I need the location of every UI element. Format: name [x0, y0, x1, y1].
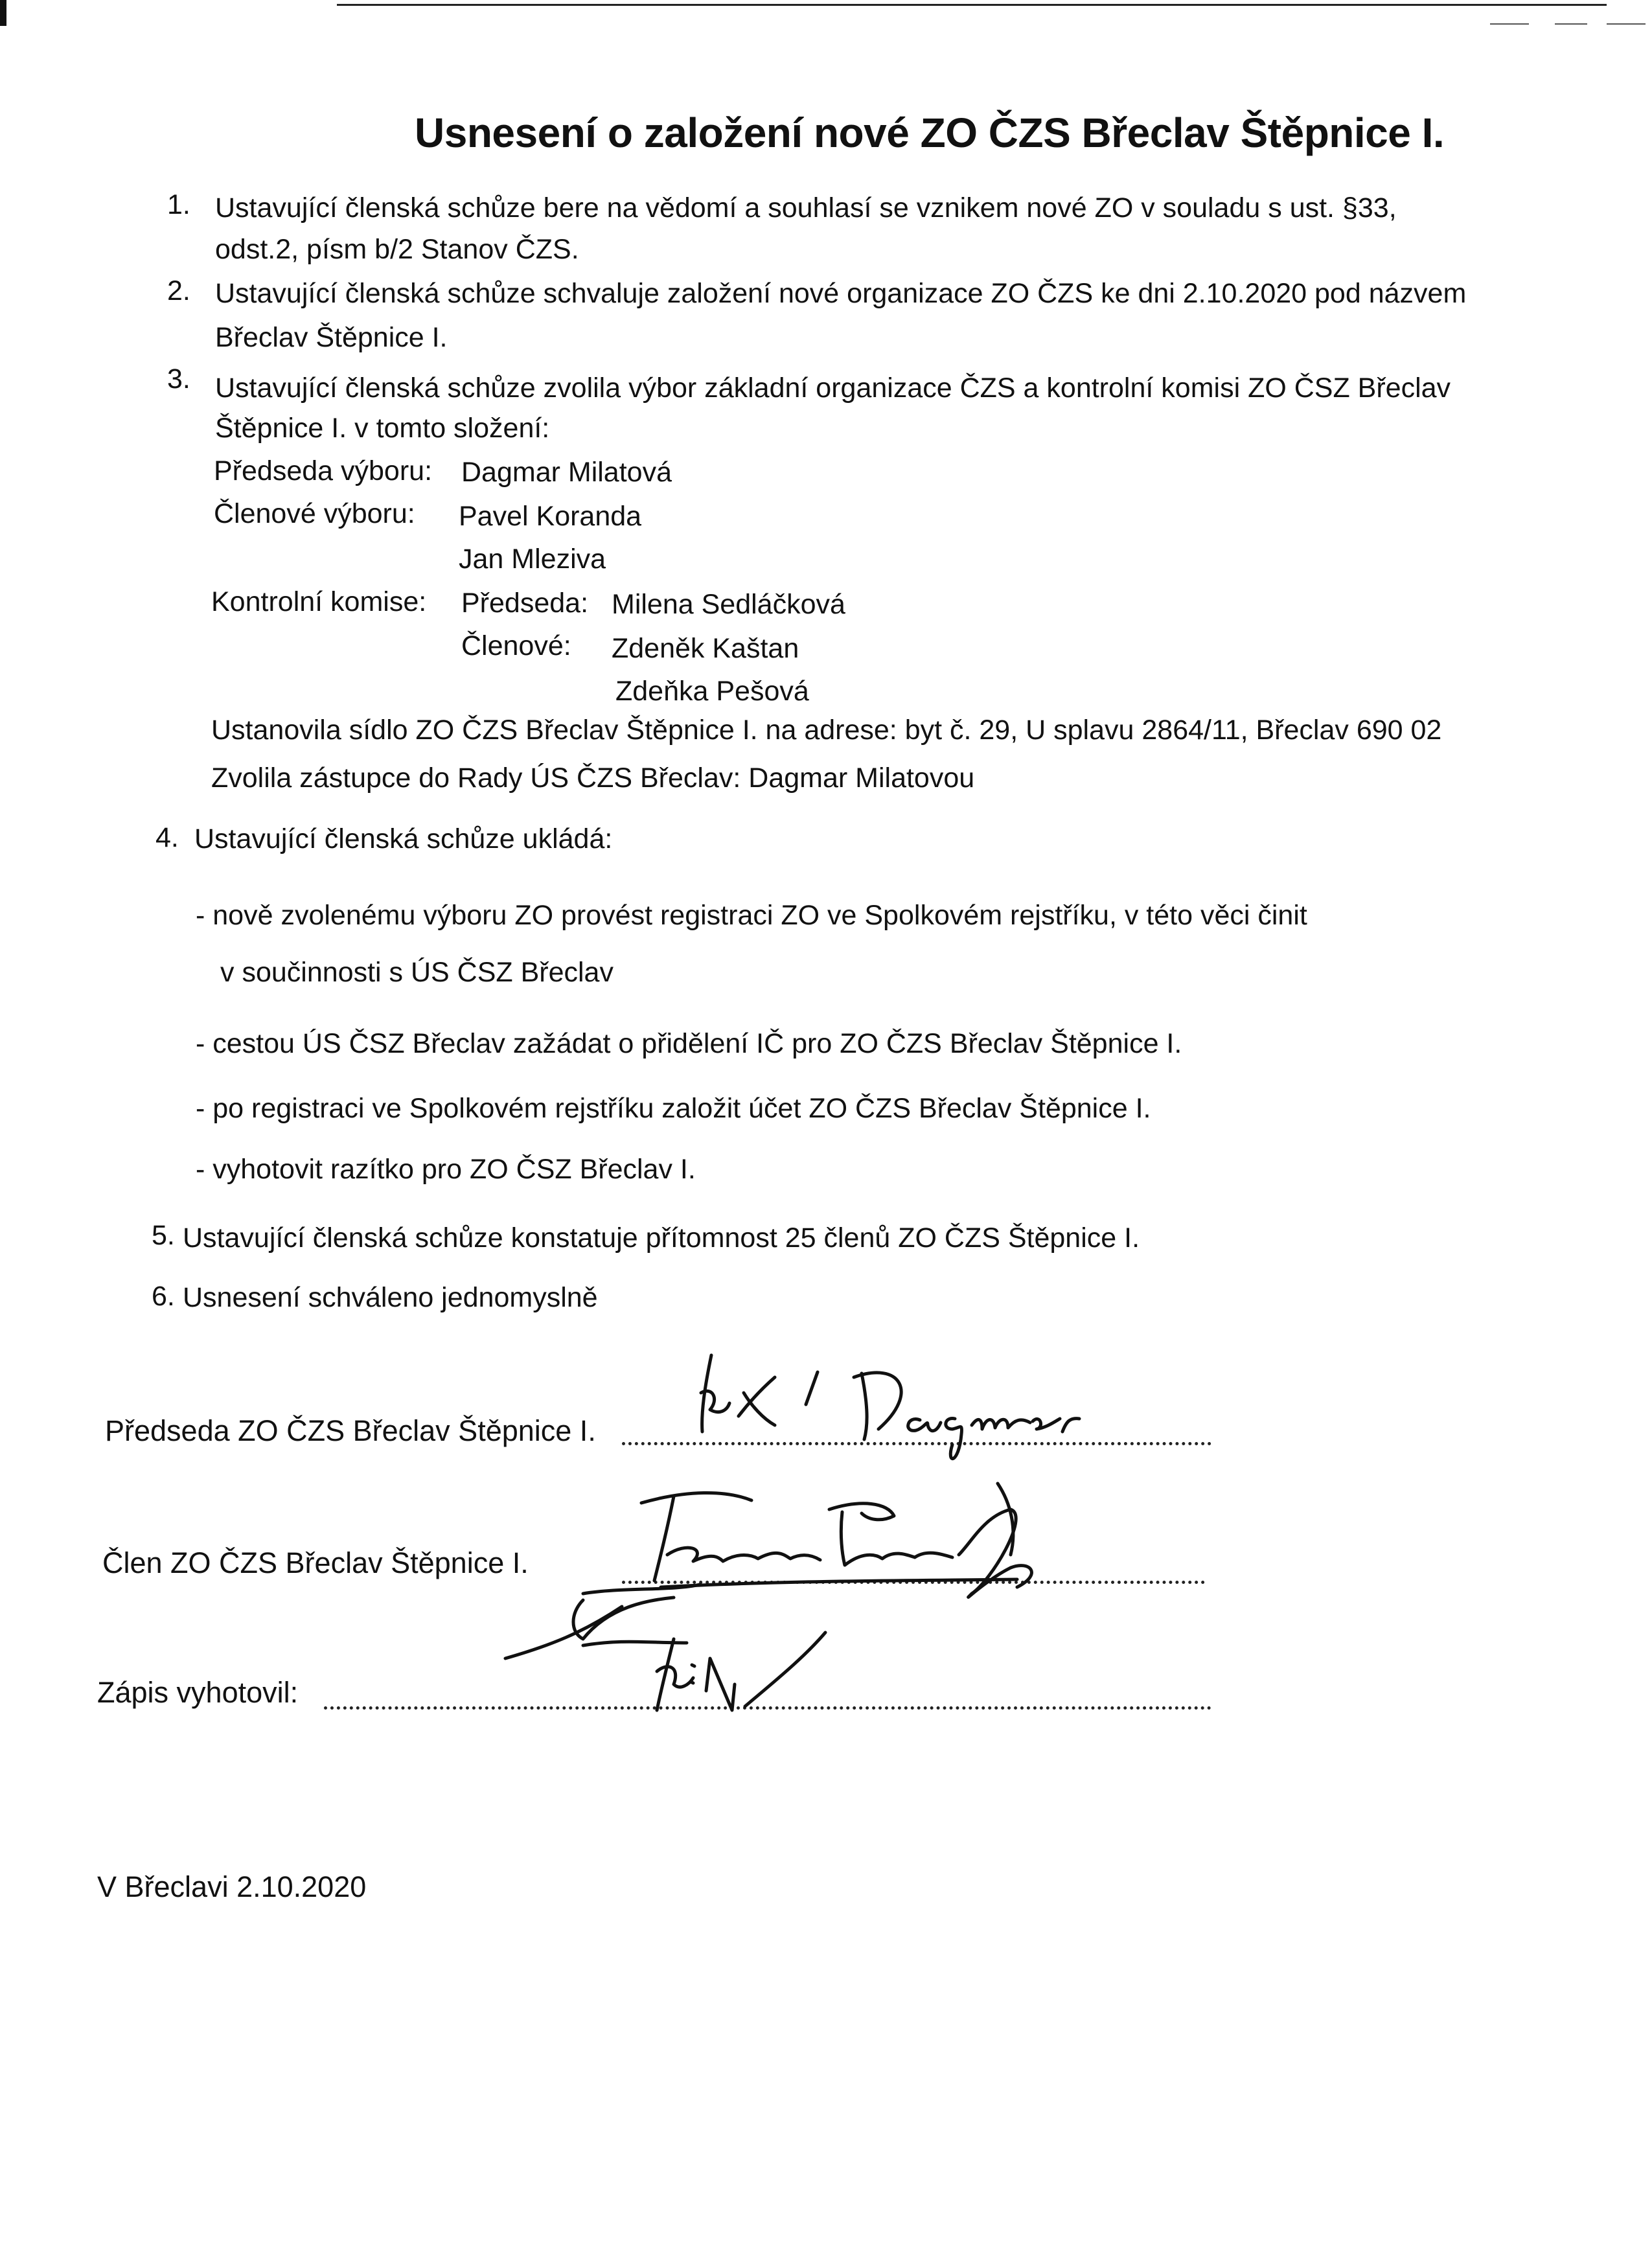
item-text: Ustavující členská schůze bere na vědomí a souhlasí se vznikem nové ZO v souladu s ust. §33,	[215, 192, 1397, 223]
seat-address: Ustanovila sídlo ZO ČZS Břeclav Štěpnice I. na adrese: byt č. 29, U splavu 2864/11, Břeclav 690 02	[211, 715, 1442, 746]
member-signature-stroke	[573, 1585, 700, 1639]
task-text: - cestou ÚS ČSZ Břeclav zažádat o přidělení IČ pro ZO ČZS Břeclav Štěpnice I.	[196, 1028, 1182, 1059]
control-chair-label: Předseda:	[461, 588, 589, 619]
member-signature-flourish	[505, 1607, 622, 1658]
control-commission-label: Kontrolní komise:	[211, 586, 427, 617]
committee-member-name: Jan Mleziva	[459, 544, 606, 575]
item-text: Ustavující členská schůze konstatuje přítomnost 25 členů ZO ČZS Štěpnice I.	[183, 1222, 1140, 1254]
member-signature-underline	[661, 1579, 1017, 1587]
task-text: - po registraci ve Spolkovém rejstříku založit účet ZO ČZS Břeclav Štěpnice I.	[196, 1093, 1151, 1124]
item-number: 2.	[167, 275, 190, 306]
chair-name-stroke	[972, 1419, 1030, 1429]
member-signature-stroke	[667, 1548, 820, 1561]
author-initial-stroke	[657, 1639, 674, 1710]
member-signature-stroke	[641, 1493, 751, 1581]
item-number: 4.	[155, 822, 179, 853]
item-text: Břeclav Štěpnice I.	[215, 322, 448, 353]
member-signature-stroke	[959, 1509, 1031, 1597]
item-text: odst.2, písm b/2 Stanov ČZS.	[215, 234, 579, 265]
chair-slash-stroke	[806, 1372, 818, 1404]
item-number: 1.	[167, 189, 190, 220]
member-signature-stroke	[998, 1483, 1013, 1555]
place-and-date: V Břeclavi 2.10.2020	[97, 1870, 367, 1903]
task-text: - nově zvolenému výboru ZO provést registraci ZO ve Spolkovém rejstříku, v této věci činit	[196, 900, 1307, 931]
chair-name-stroke	[1033, 1419, 1060, 1429]
committee-chair-label: Předseda výboru:	[214, 455, 433, 487]
task-text: v součinnosti s ÚS ČSZ Břeclav	[220, 957, 614, 988]
chair-name-stroke	[908, 1419, 941, 1431]
item-text: Ustavující členská schůze zvolila výbor základní organizace ČZS a kontrolní komisi ZO ČSZ Břeclav	[215, 372, 1451, 404]
chair-name-stroke	[1062, 1419, 1079, 1432]
document-title: Usnesení o založení nové ZO ČZS Břeclav Štěpnice I.	[415, 109, 1445, 156]
chair-name-stroke	[854, 1373, 901, 1439]
committee-chair-name: Dagmar Milatová	[461, 457, 672, 488]
item-number: 5.	[152, 1220, 175, 1251]
control-members-label: Členové:	[461, 630, 571, 661]
author-initial-stroke	[745, 1632, 825, 1706]
committee-members-label: Členové výboru:	[214, 498, 415, 529]
item-text: Usnesení schváleno jednomyslně	[183, 1282, 598, 1313]
item-text: Ustavující členská schůze schvaluje založení nové organizace ZO ČZS ke dni 2.10.2020 pod názvem	[215, 278, 1467, 309]
chair-name-stroke	[946, 1418, 962, 1458]
chair-initial-stroke	[744, 1393, 775, 1425]
member-signature-label: Člen ZO ČZS Břeclav Štěpnice I.	[102, 1546, 529, 1579]
committee-member-name: Pavel Koranda	[459, 501, 642, 532]
item-text: Štěpnice I. v tomto složení:	[215, 413, 550, 444]
task-text: - vyhotovit razítko pro ZO ČSZ Břeclav I.	[196, 1154, 696, 1185]
item-number: 3.	[167, 363, 190, 395]
item-text: Ustavující členská schůze ukládá:	[194, 823, 613, 854]
control-member-name: Zdeněk Kaštan	[612, 633, 799, 664]
control-chair-name: Milena Sedláčková	[612, 589, 845, 620]
author-signature-label: Zápis vyhotovil:	[97, 1676, 299, 1709]
author-initial-stroke	[706, 1658, 735, 1710]
chair-signature-label: Předseda ZO ČZS Břeclav Štěpnice I.	[105, 1414, 596, 1447]
control-member-name: Zdeňka Pešová	[615, 676, 809, 707]
item-number: 6.	[152, 1281, 175, 1312]
council-representative: Zvolila zástupce do Rady ÚS ČZS Břeclav: Dagmar Milatovou	[211, 762, 975, 794]
member-signature-stroke	[841, 1512, 952, 1565]
member-signature-stroke	[829, 1504, 894, 1520]
